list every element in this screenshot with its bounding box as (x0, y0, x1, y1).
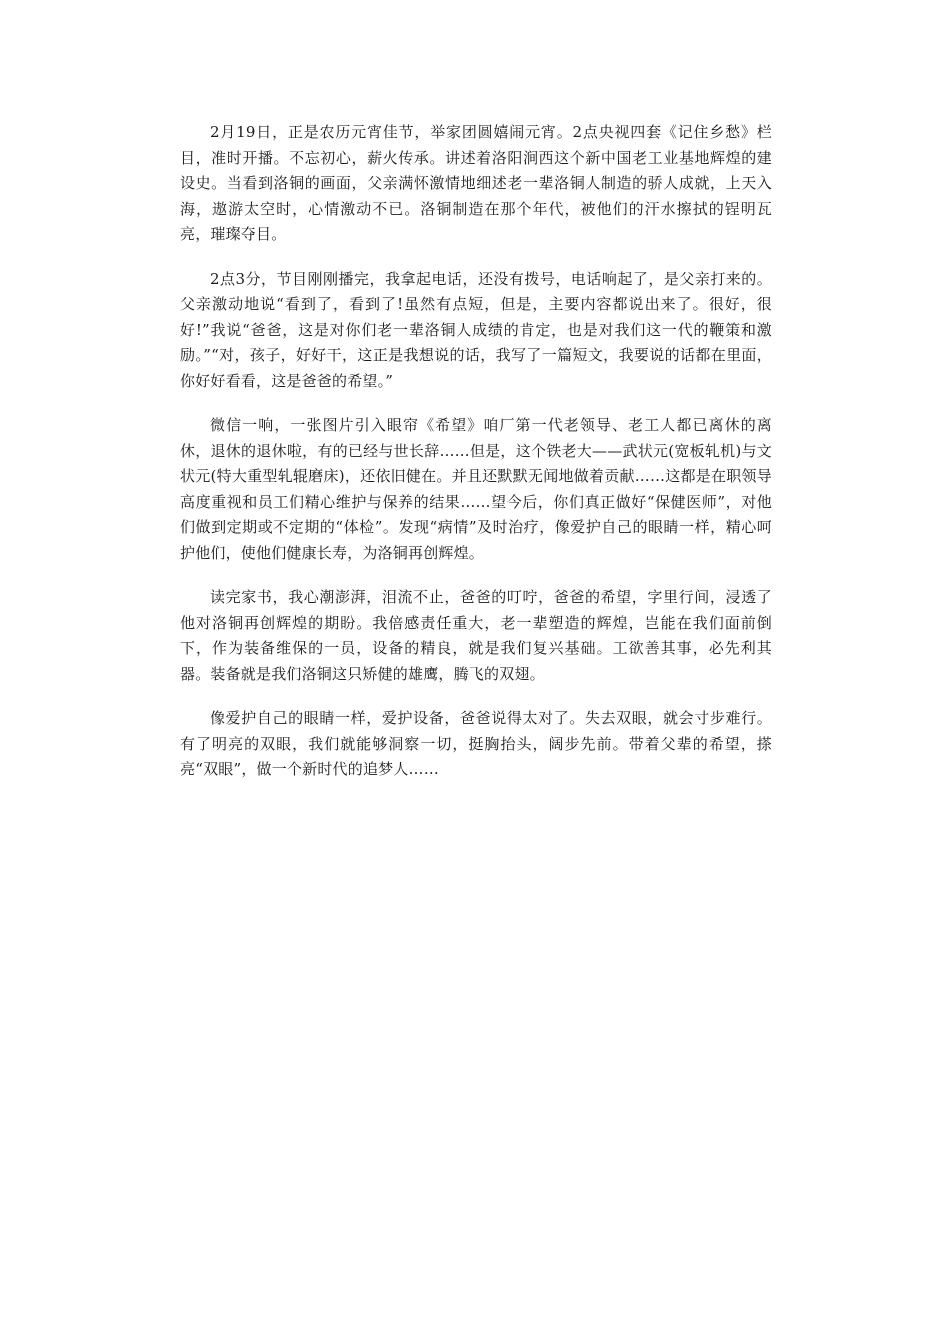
paragraph-5: 像爱护自己的眼睛一样，爱护设备，爸爸说得太对了。失去双眼，就会寸步难行。有了明亮的双眼，我们就能够洞察一切，挺胸抬头，阔步先前。带着父辈的希望，搽亮“双眼”，做一个新时代的追梦人…… (180, 709, 772, 778)
paragraph-2: 2点3分，节目刚刚播完，我拿起电话，还没有拨号，电话响起了，是父亲打来的。父亲激动地说“看到了，看到了!虽然有点短，但是，主要内容都说出来了。很好，很好!”我说“爸爸，这是对你们老一辈洛铜人成绩的肯定，也是对我们这一代的鞭策和激励。”“对，孩子，好好干，这正是我想说的话，我写了一篇短文，我要说的话都在里面，你好好看看，这是爸爸的希望。” (180, 269, 772, 390)
article-body (180, 120, 772, 802)
paragraph-3: 微信一响，一张图片引入眼帘《希望》咱厂第一代老领导、老工人都已离休的离休，退休的退休啦，有的已经与世长辞……但是，这个铁老大——武状元(宽板轧机)与文状元(特大重型轧辊磨床)，还依旧健在。并且还默默无闻地做着贡献……这都是在职领导高度重视和员工们精心维护与保养的结果……望今后，你们真正做好“保健医师”，对他们做到定期或不定期的“体检”。发现“病情”及时治疗，像爱护自己的眼睛一样，精心呵护他们，使他们健康长寿，为洛铜再创辉煌。 (180, 416, 772, 562)
paragraph-4: 读完家书，我心潮澎湃，泪流不止，爸爸的叮咛，爸爸的希望，字里行间，浸透了他对洛铜再创辉煌的期盼。我倍感责任重大，老一辈塑造的辉煌，岂能在我们面前倒下，作为装备维保的一员，设备的精良，就是我们复兴基础。工欲善其事，必先利其器。装备就是我们洛铜这只矫健的雄鹰，腾飞的双翅。 (180, 588, 772, 683)
paragraph-1: 2月19日，正是农历元宵佳节，举家团圆嬉闹元宵。2点央视四套《记住乡愁》栏目，准时开播。不忘初心，薪火传承。讲述着洛阳涧西这个新中国老工业基地辉煌的建设史。当看到洛铜的画面，父亲满怀激情地细述老一辈洛铜人制造的骄人成就，上天入海，遨游太空时，心情激动不已。洛铜制造在那个年代，被他们的汗水擦拭的锃明瓦亮，璀璨夺目。 (180, 123, 772, 243)
